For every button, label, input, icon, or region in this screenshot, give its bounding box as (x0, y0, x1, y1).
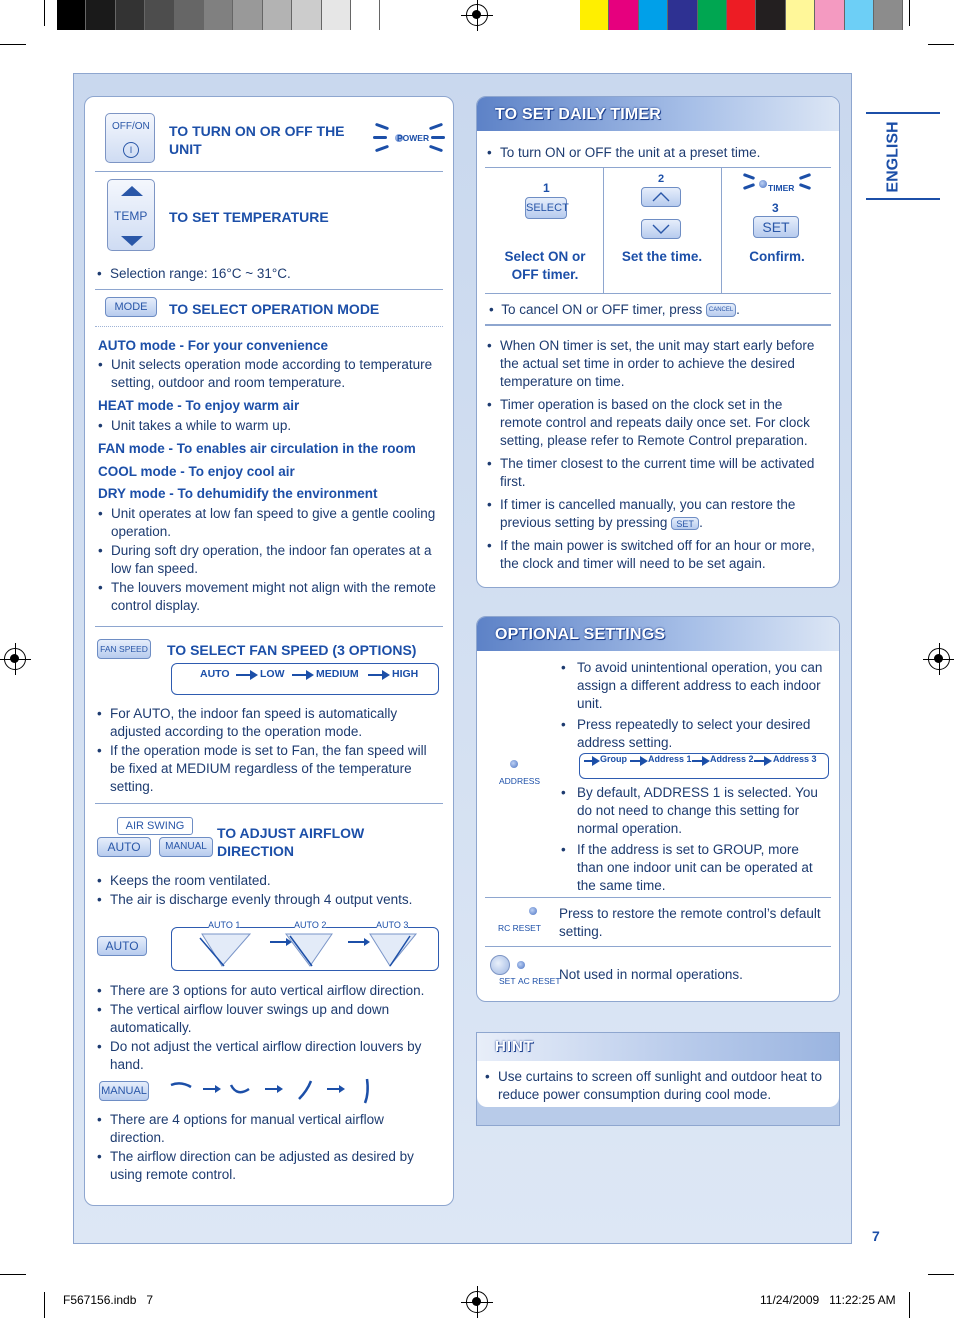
seq-arrow-icon (630, 760, 642, 762)
restore-text: If timer is cancelled manually, you can restore the previous setting by pressing (500, 497, 796, 530)
seq-arrow-icon (236, 674, 252, 676)
divider (95, 626, 443, 627)
list-item: • By default, ADDRESS 1 is selected. You do not need to change this setting for normal operation. (561, 784, 827, 838)
address-sequence (579, 753, 829, 779)
divider (95, 803, 443, 804)
address-list-b (561, 784, 827, 896)
step-caption: Select ON or OFF timer. (504, 249, 586, 282)
divider (485, 167, 831, 168)
air-swing-group (117, 817, 193, 835)
list-item: • If the address is set to GROUP, more than one indoor unit can be operated at the same time. (561, 841, 827, 895)
time-up-button[interactable] (641, 187, 681, 207)
step-number: 3 (772, 201, 779, 215)
list-item: • The air is discharge evenly through 4 output vents. (97, 891, 437, 909)
fan-seq-item: LOW (260, 668, 285, 680)
fan-title: TO SELECT FAN SPEED (3 OPTIONS) (167, 642, 417, 658)
power-title: TO TURN ON OR OFF THE UNIT (169, 123, 345, 157)
auto-option-label: AUTO 1 (208, 920, 241, 930)
manual-swing-directions-icon (169, 1077, 379, 1107)
list-item: • Keeps the room ventilated. (97, 872, 437, 890)
side-rule-top (866, 112, 940, 114)
airflow-title: TO ADJUST AIRFLOW DIRECTION (217, 825, 365, 859)
crop-mark (0, 44, 26, 45)
hint-list (485, 1068, 825, 1105)
select-button[interactable]: SELECT (525, 197, 567, 219)
address-label: ADDRESS (499, 776, 541, 786)
list-item: • For AUTO, the indoor fan speed is automatically adjusted according to the operation mode. (97, 705, 437, 741)
fan-seq-item: MEDIUM (316, 668, 359, 680)
air-swing-label: AIR SWING (125, 820, 185, 832)
list-item: • Unit selects operation mode according to temperature setting, outdoor and room temperature. (98, 356, 438, 392)
off-on-button[interactable] (105, 113, 155, 163)
registration-mark-icon (4, 648, 26, 670)
crop-mark (0, 1274, 26, 1275)
grayscale-bar (57, 0, 380, 30)
divider (485, 946, 831, 947)
fan-mode-heading: FAN mode - To enables air circulation in the room (98, 441, 416, 456)
seq-arrow-icon (368, 674, 384, 676)
step-number: 1 (543, 181, 550, 195)
crop-mark (44, 1292, 45, 1318)
rc-reset-label: RC RESET (498, 923, 541, 933)
step-divider (721, 167, 722, 293)
set-small-label: SET (499, 976, 516, 986)
divider (485, 293, 831, 294)
set-round-button-icon[interactable] (490, 955, 510, 975)
list-item: • To avoid unintentional operation, you can assign a different address to each indoor unit. (561, 659, 827, 713)
list-item: • During soft dry operation, the indoor fan operates at a low fan speed. (98, 542, 438, 578)
fan-sequence (171, 663, 439, 695)
rc-reset-button-icon[interactable] (529, 907, 537, 915)
list-item: • The airflow direction can be adjusted as desired by using remote control. (97, 1148, 437, 1184)
list-item: • There are 3 options for auto vertical airflow direction. (97, 982, 437, 1000)
language-label: ENGLISH (884, 121, 902, 193)
mode-title: TO SELECT OPERATION MODE (169, 301, 380, 317)
list-item: • When ON timer is set, the unit may start early before the actual set time in order to achieve the desired temperature on time. (487, 337, 827, 391)
cool-mode-heading: COOL mode - To enjoy cool air (98, 464, 295, 479)
louver-swing-icon (172, 928, 440, 972)
seq-arrow-icon (754, 760, 766, 762)
footer-timestamp: 11/24/2009 11:22:25 AM (760, 1293, 896, 1307)
address-seq-item: Address 1 (648, 754, 692, 764)
timer-indicator-label: TIMER (768, 183, 795, 193)
list-item: • Unit operates at low fan speed to give a gentle cooling operation. (98, 505, 438, 541)
chevron-up-icon (642, 188, 680, 206)
auto-swing-button[interactable]: AUTO (97, 936, 147, 956)
air-swing-manual-button[interactable]: MANUAL (159, 837, 213, 857)
step-caption: Set the time. (621, 249, 703, 264)
crop-mark (909, 0, 910, 26)
timer-panel (476, 96, 840, 588)
footer-file: F567156.indb 7 (63, 1293, 154, 1307)
crop-mark (44, 0, 45, 26)
hint-header (477, 1033, 839, 1061)
timer-header (477, 97, 839, 131)
auto-swing-list (97, 982, 437, 1075)
cancel-text: To cancel ON or OFF timer, press (501, 302, 703, 317)
step-number: 2 (658, 173, 665, 185)
divider (485, 897, 831, 898)
address-seq-item: Address 2 (710, 754, 754, 764)
list-item: • The vertical airflow louver swings up and down automatically. (97, 1001, 437, 1037)
off-on-label: OFF/ON (112, 121, 150, 132)
air-swing-auto-button[interactable]: AUTO (97, 837, 151, 857)
step-divider (603, 167, 604, 293)
optional-title: OPTIONAL SETTINGS (495, 626, 666, 643)
set-button[interactable]: SET (753, 216, 799, 238)
hint-title: HINT (495, 1038, 534, 1055)
divider (95, 171, 443, 172)
auto-mode-list (98, 356, 438, 393)
temp-label: TEMP (114, 209, 148, 223)
list-item: • The louvers movement might not align with the remote control display. (98, 579, 438, 615)
color-bar (580, 0, 903, 30)
manual-swing-list (97, 1111, 437, 1185)
left-panel (84, 96, 454, 1206)
temp-down-icon[interactable] (121, 236, 143, 246)
list-item: • Press repeatedly to select your desired address setting. (561, 716, 827, 752)
step-caption: Confirm. (749, 249, 805, 264)
list-item: • Use curtains to screen off sunlight and outdoor heat to reduce power consumption during cool mode. (485, 1068, 825, 1104)
time-down-button[interactable] (641, 219, 681, 239)
address-seq-item: Address 3 (773, 754, 817, 764)
list-item: • There are 4 options for manual vertical airflow direction. (97, 1111, 437, 1147)
hint-body (477, 1061, 839, 1107)
divider (95, 326, 443, 327)
heat-mode-heading: HEAT mode - To enjoy warm air (98, 398, 300, 413)
crop-mark (909, 1292, 910, 1318)
manual-swing-button[interactable]: MANUAL (99, 1081, 149, 1101)
list-item: • Timer operation is based on the clock set in the remote control and repeats daily once set. For clock setting, please refer to Remote Control preparation. (487, 396, 827, 450)
registration-mark-icon (928, 648, 950, 670)
address-seq-item: Group (600, 754, 627, 764)
list-item: • Unit takes a while to warm up. (98, 417, 438, 435)
fan-seq-item: AUTO (200, 668, 230, 680)
registration-mark-icon (466, 1291, 488, 1313)
rc-reset-text: Press to restore the remote control’s default setting. (559, 906, 821, 939)
fan-list (97, 705, 437, 797)
crop-mark (928, 44, 954, 45)
timer-title: TO SET DAILY TIMER (495, 106, 661, 123)
auto-option-label: AUTO 2 (294, 920, 327, 930)
heat-mode-list (98, 417, 438, 436)
list-item: • If the operation mode is set to Fan, the fan speed will be fixed at MEDIUM regardless of the temperature setting. (97, 742, 437, 796)
fan-speed-button[interactable]: FAN SPEED (97, 639, 151, 659)
seq-arrow-icon (292, 674, 308, 676)
ac-reset-text: Not used in normal operations. (559, 967, 743, 982)
optional-header (477, 617, 839, 651)
registration-mark-icon (466, 4, 488, 26)
address-list-a (561, 659, 827, 753)
timer-intro: • To turn ON or OFF the unit at a preset time. (487, 144, 827, 163)
dry-mode-heading: DRY mode - To dehumidify the environment (98, 486, 378, 501)
fan-seq-item: HIGH (392, 668, 419, 680)
divider (485, 324, 831, 326)
seq-arrow-icon (584, 760, 594, 762)
timer-notes (487, 337, 827, 574)
temp-title: TO SET TEMPERATURE (169, 209, 329, 225)
restore-set-button[interactable]: SET (671, 517, 699, 530)
seq-arrow-icon (692, 760, 704, 762)
dry-mode-list (98, 505, 438, 616)
temp-range: • Selection range: 16°C ~ 31°C. (97, 265, 437, 284)
page-number: 7 (872, 1228, 880, 1244)
auto-option-label: AUTO 3 (376, 920, 409, 930)
cancel-button[interactable]: CANCEL (706, 303, 736, 317)
crop-mark (928, 1274, 954, 1275)
power-icon: I (123, 142, 139, 158)
mode-button[interactable]: MODE (105, 297, 157, 317)
chevron-down-icon (642, 220, 680, 238)
ac-reset-label: AC RESET (518, 976, 561, 986)
list-item: • The timer closest to the current time will be activated first. (487, 455, 827, 491)
optional-panel (476, 616, 840, 1002)
hint-box (476, 1032, 840, 1126)
side-rule-bottom (866, 198, 940, 200)
divider (95, 289, 443, 290)
temp-up-icon[interactable] (121, 186, 143, 196)
airflow-list (97, 872, 437, 910)
list-item: • If timer is cancelled manually, you can restore the previous setting by pressing SET . (487, 496, 827, 532)
list-item: • Do not adjust the vertical airflow direction louvers by hand. (97, 1038, 437, 1074)
power-indicator-label: POWER (397, 133, 430, 143)
list-item: • If the main power is switched off for an hour or more, the clock and timer will need to be set again. (487, 537, 827, 573)
ac-reset-button-icon[interactable] (517, 961, 525, 969)
auto-swing-options (171, 920, 439, 971)
cancel-instruction: • To cancel ON or OFF timer, press CANCEL . (489, 302, 740, 317)
address-button-icon[interactable] (510, 760, 518, 768)
temp-button[interactable] (107, 179, 155, 251)
auto-mode-heading: AUTO mode - For your convenience (98, 338, 329, 353)
